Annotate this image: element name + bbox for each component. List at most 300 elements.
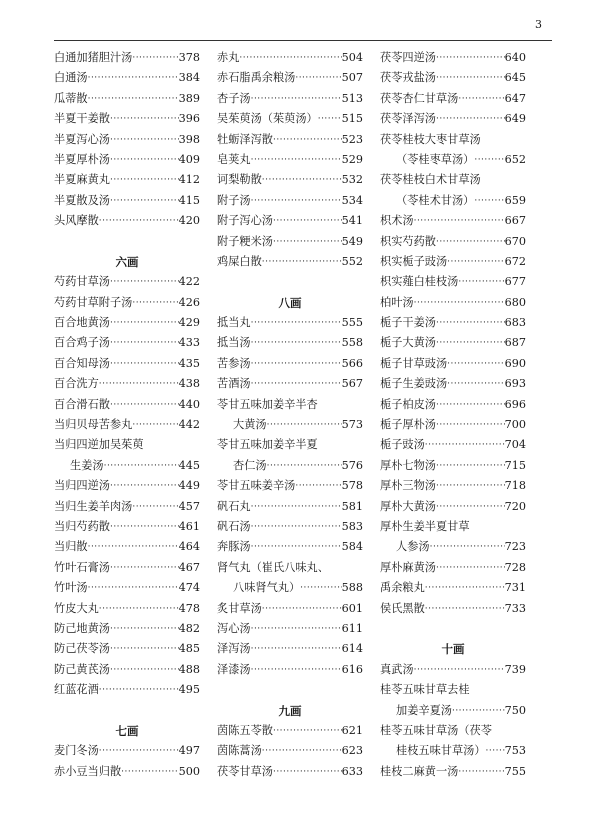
entry-page-number: 464 (178, 540, 200, 554)
entry-page-number: 693 (504, 377, 526, 391)
index-entry (380, 89, 526, 109)
index-entry-continuation (380, 741, 526, 761)
page-number: 3 (535, 18, 542, 31)
dot-leader (132, 293, 178, 313)
entry-title: （苓桂术甘汤） (396, 193, 475, 207)
entry-page-number: 488 (178, 662, 200, 676)
entry-page-number: 412 (178, 173, 200, 187)
entry-page-number: 378 (178, 51, 200, 64)
entry-title: 半夏厚朴汤 (54, 152, 110, 166)
entry-title: 茯苓甘草汤 (217, 764, 273, 778)
dot-leader (110, 313, 179, 333)
index-entry-first-line: 茯苓桂枝大枣甘草汤 (380, 132, 481, 146)
dot-leader (121, 762, 179, 782)
entry-page-number: 614 (341, 642, 363, 656)
blank-row (217, 272, 363, 292)
entry-title: 栀子干姜汤 (380, 316, 436, 330)
entry-title: 枳术汤 (380, 214, 414, 228)
index-entry (380, 456, 526, 476)
entry-page-number: 482 (178, 621, 200, 635)
entry-page-number: 457 (178, 499, 200, 513)
entry-title: 头风摩散 (54, 214, 99, 228)
dot-leader (110, 170, 179, 190)
index-entry (54, 660, 200, 680)
entry-page-number: 573 (341, 418, 363, 432)
entry-title: 泽漆汤 (217, 662, 251, 676)
entry-title: 百合鸡子汤 (54, 336, 110, 350)
entry-title: 栀子生姜豉汤 (380, 377, 448, 391)
entry-page-number: 576 (341, 458, 363, 472)
dot-leader (436, 333, 505, 353)
dot-leader (251, 619, 342, 639)
entry-page-number: 566 (341, 356, 363, 370)
index-entry (380, 578, 526, 598)
entry-page-number: 601 (341, 601, 363, 615)
dot-leader (239, 48, 341, 68)
entry-title: 矾石汤 (217, 519, 251, 533)
index-entry (380, 232, 526, 252)
index-entry (380, 252, 526, 272)
dot-leader (262, 741, 342, 761)
entry-page-number: 680 (504, 295, 526, 309)
index-entry (217, 639, 363, 659)
index-entry (54, 762, 200, 782)
entry-title: 厚朴麻黄汤 (380, 560, 436, 574)
index-entry (217, 211, 363, 231)
index-entry (380, 293, 526, 313)
index-entry (217, 109, 363, 129)
dot-leader (318, 109, 342, 129)
entry-title: 茵陈蒿汤 (217, 744, 262, 758)
entry-title: 防己茯苓汤 (54, 642, 110, 656)
entry-title: 厚朴大黄汤 (380, 499, 436, 513)
dot-leader (110, 272, 179, 292)
index-entry-first-line: 当归四逆加吴茱萸 (54, 438, 144, 452)
dot-leader (251, 639, 342, 659)
dot-leader (110, 476, 179, 496)
entry-title: 竹叶汤 (54, 581, 88, 595)
entry-title: 杏仁汤 (233, 458, 267, 472)
entry-page-number: 616 (341, 662, 363, 676)
dot-leader (88, 537, 179, 557)
index-entry (217, 354, 363, 374)
index-entry (54, 395, 200, 415)
entry-page-number: 485 (178, 642, 200, 656)
entry-title: 矾石丸 (217, 499, 251, 513)
entry-title: 当归生姜羊肉汤 (54, 499, 133, 513)
entry-page-number: 438 (178, 377, 200, 391)
entry-page-number: 495 (178, 683, 200, 697)
entry-title: 栀子豉汤 (380, 438, 425, 452)
entry-title: 奔豚汤 (217, 540, 251, 554)
entry-title: 桂枝二麻黄一汤 (380, 764, 459, 778)
entry-page-number: 541 (341, 214, 363, 228)
dot-leader (110, 660, 179, 680)
entry-page-number: 389 (178, 91, 200, 105)
index-entry (54, 578, 200, 598)
dot-leader (436, 456, 505, 476)
entry-page-number: 696 (504, 397, 526, 411)
entry-title: 苦参汤 (217, 356, 251, 370)
entry-title: 百合地黄汤 (54, 316, 110, 330)
entry-page-number: 718 (504, 479, 526, 493)
entry-page-number: 478 (178, 601, 200, 615)
entry-title: 附子汤 (217, 193, 251, 207)
section-heading: 八画 (278, 295, 302, 310)
index-entry (217, 741, 363, 761)
entry-page-number: 670 (504, 234, 526, 248)
entry-page-number: 497 (178, 744, 200, 758)
dot-leader (436, 476, 505, 496)
dot-leader (132, 497, 178, 517)
index-entry (380, 762, 526, 782)
entry-page-number: 515 (341, 112, 363, 126)
index-entry (217, 150, 363, 170)
dot-leader (99, 741, 179, 761)
entry-title: 白通加猪胆汁汤 (54, 51, 133, 64)
entry-page-number: 578 (341, 479, 363, 493)
dot-leader (436, 395, 505, 415)
dot-leader (251, 537, 342, 557)
entry-page-number: 398 (178, 132, 200, 146)
entry-title: 侯氏黑散 (380, 601, 425, 615)
entry-page-number: 440 (178, 397, 200, 411)
entry-title: 枳实薤白桂枝汤 (380, 275, 459, 289)
dot-leader (273, 130, 342, 150)
entry-page-number: 621 (341, 723, 363, 737)
index-entry (380, 333, 526, 353)
section-heading: 七画 (115, 723, 139, 738)
entry-page-number: 687 (504, 336, 526, 350)
entry-title: 抵当汤 (217, 336, 251, 350)
entry-title: 栀子柏皮汤 (380, 397, 436, 411)
entry-title: 杏子汤 (217, 91, 251, 105)
entry-page-number: 384 (178, 71, 200, 85)
dot-leader (436, 558, 505, 578)
entry-title: 诃梨勒散 (217, 173, 262, 187)
index-entry (54, 272, 200, 292)
index-entry-first-line: 肾气丸（崔氏八味丸、 (217, 560, 329, 574)
entry-page-number: 420 (178, 214, 200, 228)
dot-leader (110, 354, 179, 374)
entry-page-number: 677 (504, 275, 526, 289)
dot-leader (251, 517, 342, 537)
dot-leader (474, 150, 504, 170)
entry-title: 百合洗方 (54, 377, 99, 391)
dot-leader (447, 252, 505, 272)
dot-leader (414, 211, 505, 231)
index-entry (54, 170, 200, 190)
index-entry (217, 68, 363, 88)
dot-leader (88, 578, 179, 598)
index-entry (380, 558, 526, 578)
entry-title: 当归贝母苦参丸 (54, 418, 133, 432)
index-entry (217, 660, 363, 680)
dot-leader (251, 374, 342, 394)
index-entry (217, 333, 363, 353)
index-entry (54, 89, 200, 109)
dot-leader (132, 415, 178, 435)
entry-title: 吴茱萸汤（茱萸汤） (217, 112, 318, 126)
entry-title: 厚朴七物汤 (380, 458, 436, 472)
index-entry-continuation (380, 701, 526, 721)
dot-leader (104, 456, 179, 476)
dot-leader (132, 48, 178, 68)
index-entry (54, 130, 200, 150)
dot-leader (110, 191, 179, 211)
entry-title: 半夏麻黄丸 (54, 173, 110, 187)
index-entry-continuation (380, 150, 526, 170)
dot-leader (110, 558, 179, 578)
entry-title: 半夏散及汤 (54, 193, 110, 207)
index-entry (54, 639, 200, 659)
entry-title: 生姜汤 (70, 458, 104, 472)
entry-page-number: 715 (504, 458, 526, 472)
entry-page-number: 409 (178, 152, 200, 166)
index-entry (54, 537, 200, 557)
section-heading: 六画 (115, 254, 139, 269)
entry-title: 茯苓泽泻汤 (380, 112, 436, 126)
dot-leader (110, 619, 179, 639)
entry-page-number: 652 (504, 152, 526, 166)
dot-leader (425, 435, 505, 455)
dot-leader (262, 170, 342, 190)
dot-leader (251, 191, 342, 211)
entry-page-number: 500 (178, 764, 200, 778)
dot-leader (262, 252, 342, 272)
entry-page-number: 449 (178, 479, 200, 493)
dot-leader (273, 762, 342, 782)
entry-title: 茯苓四逆汤 (380, 51, 436, 64)
dot-leader (99, 599, 179, 619)
entry-page-number: 567 (341, 377, 363, 391)
entry-title: 瓜蒂散 (54, 91, 88, 105)
entry-page-number: 753 (504, 744, 526, 758)
index-entry (380, 374, 526, 394)
entry-title: 泻心汤 (217, 621, 251, 635)
dot-leader (110, 109, 179, 129)
dot-leader (251, 660, 342, 680)
index-entry (217, 599, 363, 619)
entry-page-number: 645 (504, 71, 526, 85)
entry-title: 防己黄芪汤 (54, 662, 110, 676)
entry-title: 苓甘五味姜辛汤 (217, 479, 296, 493)
entry-page-number: 534 (341, 193, 363, 207)
entry-page-number: 445 (178, 458, 200, 472)
entry-page-number: 690 (504, 356, 526, 370)
index-entry (54, 374, 200, 394)
entry-title: 鸡屎白散 (217, 254, 262, 268)
index-entry-first-line: 桂苓五味甘草去桂 (380, 683, 470, 697)
dot-leader (436, 48, 505, 68)
entry-title: 柏叶汤 (380, 295, 414, 309)
dot-leader (110, 150, 179, 170)
index-entry (380, 68, 526, 88)
dot-leader (273, 721, 342, 741)
entry-page-number: 555 (341, 316, 363, 330)
index-entry (54, 619, 200, 639)
entry-page-number: 422 (178, 275, 200, 289)
entry-title: 半夏泻心汤 (54, 132, 110, 146)
entry-page-number: 649 (504, 112, 526, 126)
entry-page-number: 467 (178, 560, 200, 574)
index-entry (54, 191, 200, 211)
index-entry (54, 313, 200, 333)
entry-title: 茯苓戎盐汤 (380, 71, 436, 85)
entry-page-number: 581 (341, 499, 363, 513)
entry-page-number: 435 (178, 356, 200, 370)
index-entry (54, 68, 200, 88)
entry-title: 真武汤 (380, 662, 414, 676)
index-entry-first-line: 苓甘五味加姜辛半夏 (217, 438, 318, 452)
header-rule (54, 40, 552, 41)
entry-page-number: 659 (504, 193, 526, 207)
entry-page-number: 529 (341, 152, 363, 166)
dot-leader (436, 109, 505, 129)
entry-page-number: 647 (504, 91, 526, 105)
entry-page-number: 633 (341, 764, 363, 778)
entry-title: 百合滑石散 (54, 397, 110, 411)
index-entry (217, 232, 363, 252)
index-entry (54, 680, 200, 700)
index-entry-continuation (54, 456, 200, 476)
dot-leader (430, 537, 505, 557)
index-entry (217, 537, 363, 557)
entry-page-number: 731 (504, 581, 526, 595)
entry-page-number: 623 (341, 744, 363, 758)
index-entry (380, 395, 526, 415)
entry-title: 桂枝五味甘草汤） (396, 744, 486, 758)
entry-title: 苦酒汤 (217, 377, 251, 391)
entry-page-number: 700 (504, 418, 526, 432)
index-entry (54, 333, 200, 353)
dot-leader (414, 293, 505, 313)
dot-leader (425, 578, 505, 598)
entry-page-number: 552 (341, 254, 363, 268)
index-entry (380, 211, 526, 231)
index-entry (217, 517, 363, 537)
index-entry (380, 497, 526, 517)
entry-title: 枳实栀子豉汤 (380, 254, 448, 268)
section-heading: 九画 (278, 703, 302, 718)
index-entry (217, 130, 363, 150)
entry-title: 人参汤 (396, 540, 430, 554)
entry-page-number: 611 (341, 621, 363, 635)
entry-page-number: 704 (504, 438, 526, 452)
dot-leader (414, 660, 505, 680)
dot-leader (99, 680, 179, 700)
entry-page-number: 532 (341, 173, 363, 187)
entry-page-number: 588 (341, 581, 363, 595)
index-entry (380, 109, 526, 129)
entry-title: 赤石脂禹余粮汤 (217, 71, 296, 85)
dot-leader (458, 272, 504, 292)
entry-title: 芍药甘草汤 (54, 275, 110, 289)
index-column-1 (54, 48, 200, 782)
blank-row (54, 232, 200, 252)
dot-leader (99, 211, 179, 231)
dot-leader (425, 599, 505, 619)
index-entry (54, 517, 200, 537)
dot-leader (436, 68, 505, 88)
entry-page-number: 755 (504, 764, 526, 778)
index-entry (380, 272, 526, 292)
index-entry (380, 435, 526, 455)
entry-page-number: 640 (504, 51, 526, 64)
dot-leader (251, 150, 342, 170)
index-entry (54, 741, 200, 761)
entry-title: 炙甘草汤 (217, 601, 262, 615)
index-entry (217, 374, 363, 394)
index-entry (217, 170, 363, 190)
entry-title: 芍药甘草附子汤 (54, 295, 133, 309)
entry-title: 赤小豆当归散 (54, 764, 122, 778)
entry-title: 附子粳米汤 (217, 234, 273, 248)
index-entry (217, 252, 363, 272)
entry-page-number: 415 (178, 193, 200, 207)
dot-leader (251, 354, 342, 374)
entry-title: （苓桂枣草汤） (396, 152, 475, 166)
entry-title: 加姜辛夏汤 (396, 703, 452, 717)
entry-page-number: 558 (341, 336, 363, 350)
dot-leader (251, 333, 342, 353)
dot-leader (251, 89, 342, 109)
entry-page-number: 474 (178, 581, 200, 595)
entry-title: 半夏干姜散 (54, 112, 110, 126)
entry-title: 栀子厚朴汤 (380, 418, 436, 432)
dot-leader (486, 741, 505, 761)
entry-page-number: 549 (341, 234, 363, 248)
dot-leader (295, 476, 341, 496)
dot-leader (110, 333, 179, 353)
entry-title: 八味肾气丸） (233, 581, 301, 595)
dot-leader (458, 762, 504, 782)
entry-title: 抵当丸 (217, 316, 251, 330)
entry-page-number: 583 (341, 519, 363, 533)
entry-page-number: 426 (178, 295, 200, 309)
entry-page-number: 429 (178, 316, 200, 330)
entry-page-number: 523 (341, 132, 363, 146)
dot-leader (251, 497, 342, 517)
dot-leader (110, 639, 179, 659)
index-entry-continuation (217, 578, 363, 598)
index-entry (217, 762, 363, 782)
entry-page-number: 507 (341, 71, 363, 85)
index-entry-continuation (217, 456, 363, 476)
index-entry (380, 313, 526, 333)
dot-leader (458, 89, 504, 109)
entry-title: 麦门冬汤 (54, 744, 99, 758)
entry-page-number: 433 (178, 336, 200, 350)
index-entry (54, 48, 200, 68)
entry-title: 当归四逆汤 (54, 479, 110, 493)
blank-row (217, 680, 363, 700)
entry-page-number: 504 (341, 51, 363, 64)
entry-title: 附子泻心汤 (217, 214, 273, 228)
index-entry-first-line: 厚朴生姜半夏甘草 (380, 519, 470, 533)
index-entry (217, 89, 363, 109)
dot-leader (110, 517, 179, 537)
index-entry (380, 415, 526, 435)
entry-page-number: 750 (504, 703, 526, 717)
index-entry (217, 619, 363, 639)
dot-leader (447, 354, 505, 374)
index-entry (54, 354, 200, 374)
index-entry (217, 476, 363, 496)
dot-leader (110, 130, 179, 150)
entry-page-number: 739 (504, 662, 526, 676)
entry-title: 栀子大黄汤 (380, 336, 436, 350)
